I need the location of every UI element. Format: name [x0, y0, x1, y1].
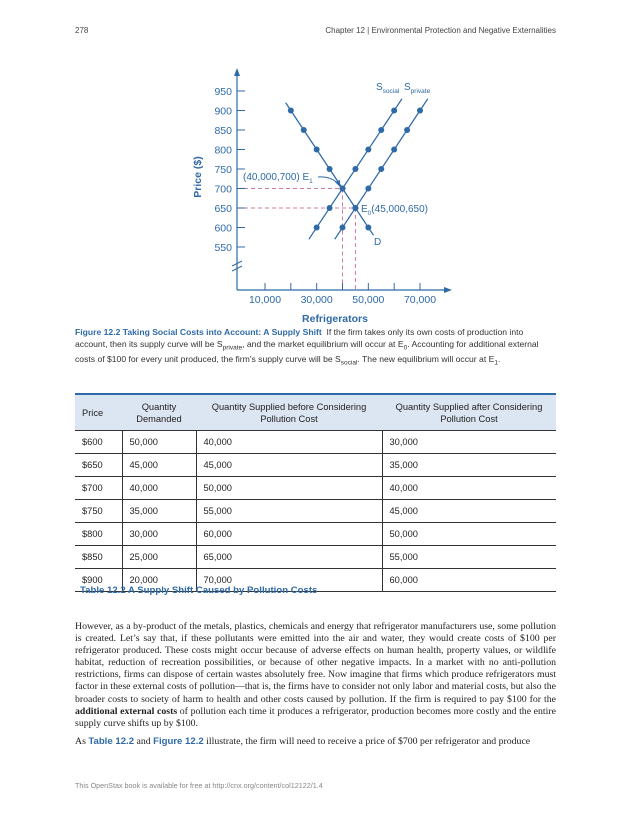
table-body [75, 431, 556, 592]
data-point [327, 166, 333, 172]
x-axis-label: Refrigerators [302, 313, 368, 325]
x-axis-arrowhead [444, 287, 452, 293]
table-row [75, 454, 556, 477]
data-point [365, 186, 371, 192]
data-point [378, 127, 384, 133]
table-cell: $800 [75, 523, 122, 546]
data-point [391, 147, 397, 153]
table-row [75, 546, 556, 569]
table-cell: 40,000 [382, 477, 556, 500]
y-tick-label: 850 [214, 125, 232, 137]
y-tick-label: 700 [214, 183, 232, 196]
data-point [404, 127, 410, 133]
x-tick-label: 50,000 [352, 294, 385, 306]
data-point [314, 225, 320, 231]
table-row [75, 500, 556, 523]
table-header: Price [75, 394, 122, 431]
data-point [352, 166, 358, 172]
y-tick-label: 650 [214, 203, 232, 215]
table-cell: 60,000 [196, 523, 382, 546]
table-cell: $700 [75, 477, 122, 500]
y-tick-label: 950 [214, 86, 232, 98]
table-cell: 30,000 [382, 431, 556, 454]
table-cell: 55,000 [382, 546, 556, 569]
table-cell: 60,000 [382, 569, 556, 592]
table-cell: 40,000 [122, 477, 196, 500]
data-point [365, 225, 371, 231]
data-point [365, 147, 371, 153]
body-text [75, 621, 556, 730]
x-tick-label: 30,000 [300, 294, 333, 306]
table-cell: 25,000 [122, 546, 196, 569]
table-cell: 50,000 [382, 523, 556, 546]
y-tick-label: 550 [214, 242, 232, 254]
table-cell: 65,000 [196, 546, 382, 569]
figure-link[interactable]: Figure 12.2 [153, 736, 204, 747]
table-cell: 30,000 [122, 523, 196, 546]
table-cell: $900 [75, 569, 122, 592]
x-tick-label: 70,000 [403, 294, 437, 306]
figure-caption-title: Figure 12.2 Taking Social Costs into Account: A Supply Shift [75, 327, 322, 337]
y-axis-label: Price ($) [192, 156, 204, 198]
table-header: Quantity Demanded [122, 394, 196, 431]
e0-annotation: $E_0(45,000,650)$ [361, 204, 429, 217]
data-point [378, 166, 384, 172]
table-cell: 45,000 [122, 454, 196, 477]
table-cell: $850 [75, 546, 122, 569]
y-tick-label: 600 [214, 222, 232, 235]
page-footer: This OpenStax book is available for free at http://cnx.org/content/col12122/1.4 [75, 781, 323, 790]
table-cell: 20,000 [122, 569, 196, 592]
chapter-title: Chapter 12 | Environmental Protection and Negative Externalities [325, 26, 556, 35]
table-cell: $650 [75, 454, 122, 477]
data-point [314, 147, 320, 153]
paragraph-continued: As Table 12.2 and Figure 12.2 illustrate, the firm will need to receive a price of $700 per refrigerator and produce [75, 736, 531, 747]
e1-annotation: (40,000,700) $E_1$ [243, 172, 313, 185]
data-point [301, 127, 307, 133]
table-row [75, 523, 556, 546]
y-tick-label: 800 [214, 144, 232, 157]
table-cell: 45,000 [196, 454, 382, 477]
table-caption: Table 12.2 A Supply Shift Caused by Pollution Costs [80, 585, 318, 596]
supply-shift-table [75, 393, 556, 592]
table-cell: 55,000 [196, 500, 382, 523]
table-cell: 35,000 [122, 500, 196, 523]
table-row [75, 431, 556, 454]
data-point [327, 205, 333, 211]
s-private-label: $S_{private}$ [404, 82, 431, 95]
figure-caption: Figure 12.2 Taking Social Costs into Account: A Supply Shift If the firm takes only its own costs of production into account, then its supply curve will be $S_{private}$, and the market equilibrium will occur at $E_0$. Accounting for additional external costs of $100 for every unit produced, the firm's supply curve will be $S_{social}$. The new equilibrium will occur at $E_1$. [75, 327, 539, 367]
data-point [340, 225, 346, 231]
data-point [352, 205, 358, 211]
y-tick-label: 750 [214, 164, 232, 176]
s-social-label: $S_{social}$ [376, 82, 400, 95]
page-number: 278 [75, 26, 89, 35]
paragraph: However, as a by-product of the metals, plastics, chemicals and energy that refrigerator manufacturers use, some pollution is created. Let’s say that, if these pollutants were emitted into the air and water, they would create costs of $100 per refrigerator produced. These costs might occur because of adverse effects on human health, property values, or wildlife habitat, reduction of recreation possibilities, or because of other negative impacts. In a market with no anti-pollution restrictions, firms can dispose of certain wastes absolutely free. Now imagine that firms which produce refrigerators must factor in these external costs of pollution—that is, the firms have to consider not only labor and material costs, but also the broader costs to society of harm to health and other costs caused by pollution. If the firm is required to pay $100 for the additional external costs of pollution each time it produces a refrigerator, production becomes more costly and the entire supply curve shifts up by $100. [75, 621, 556, 729]
table-cell: 35,000 [382, 454, 556, 477]
demand-label: D [374, 237, 382, 248]
table-header: Quantity Supplied after Considering Pollution Cost [382, 394, 556, 431]
data-point [340, 186, 346, 192]
table-link[interactable]: Table 12.2 [88, 736, 135, 747]
table-cell: $750 [75, 500, 122, 523]
table-cell: 50,000 [196, 477, 382, 500]
table-header-row [75, 394, 556, 431]
supply-shift-chart [0, 0, 630, 330]
data-point [417, 108, 423, 114]
y-tick-label: 900 [214, 105, 232, 118]
y-axis-arrowhead [234, 68, 240, 76]
table-row [75, 477, 556, 500]
table-cell: 40,000 [196, 431, 382, 454]
table-cell: 45,000 [382, 500, 556, 523]
table-header: Quantity Supplied before Considering Pollution Cost [196, 394, 382, 431]
data-point [288, 108, 294, 114]
data-point [391, 108, 397, 114]
table-cell: 70,000 [196, 569, 382, 592]
table-cell: 50,000 [122, 431, 196, 454]
x-tick-label: 10,000 [248, 294, 282, 306]
table-cell: $600 [75, 431, 122, 454]
